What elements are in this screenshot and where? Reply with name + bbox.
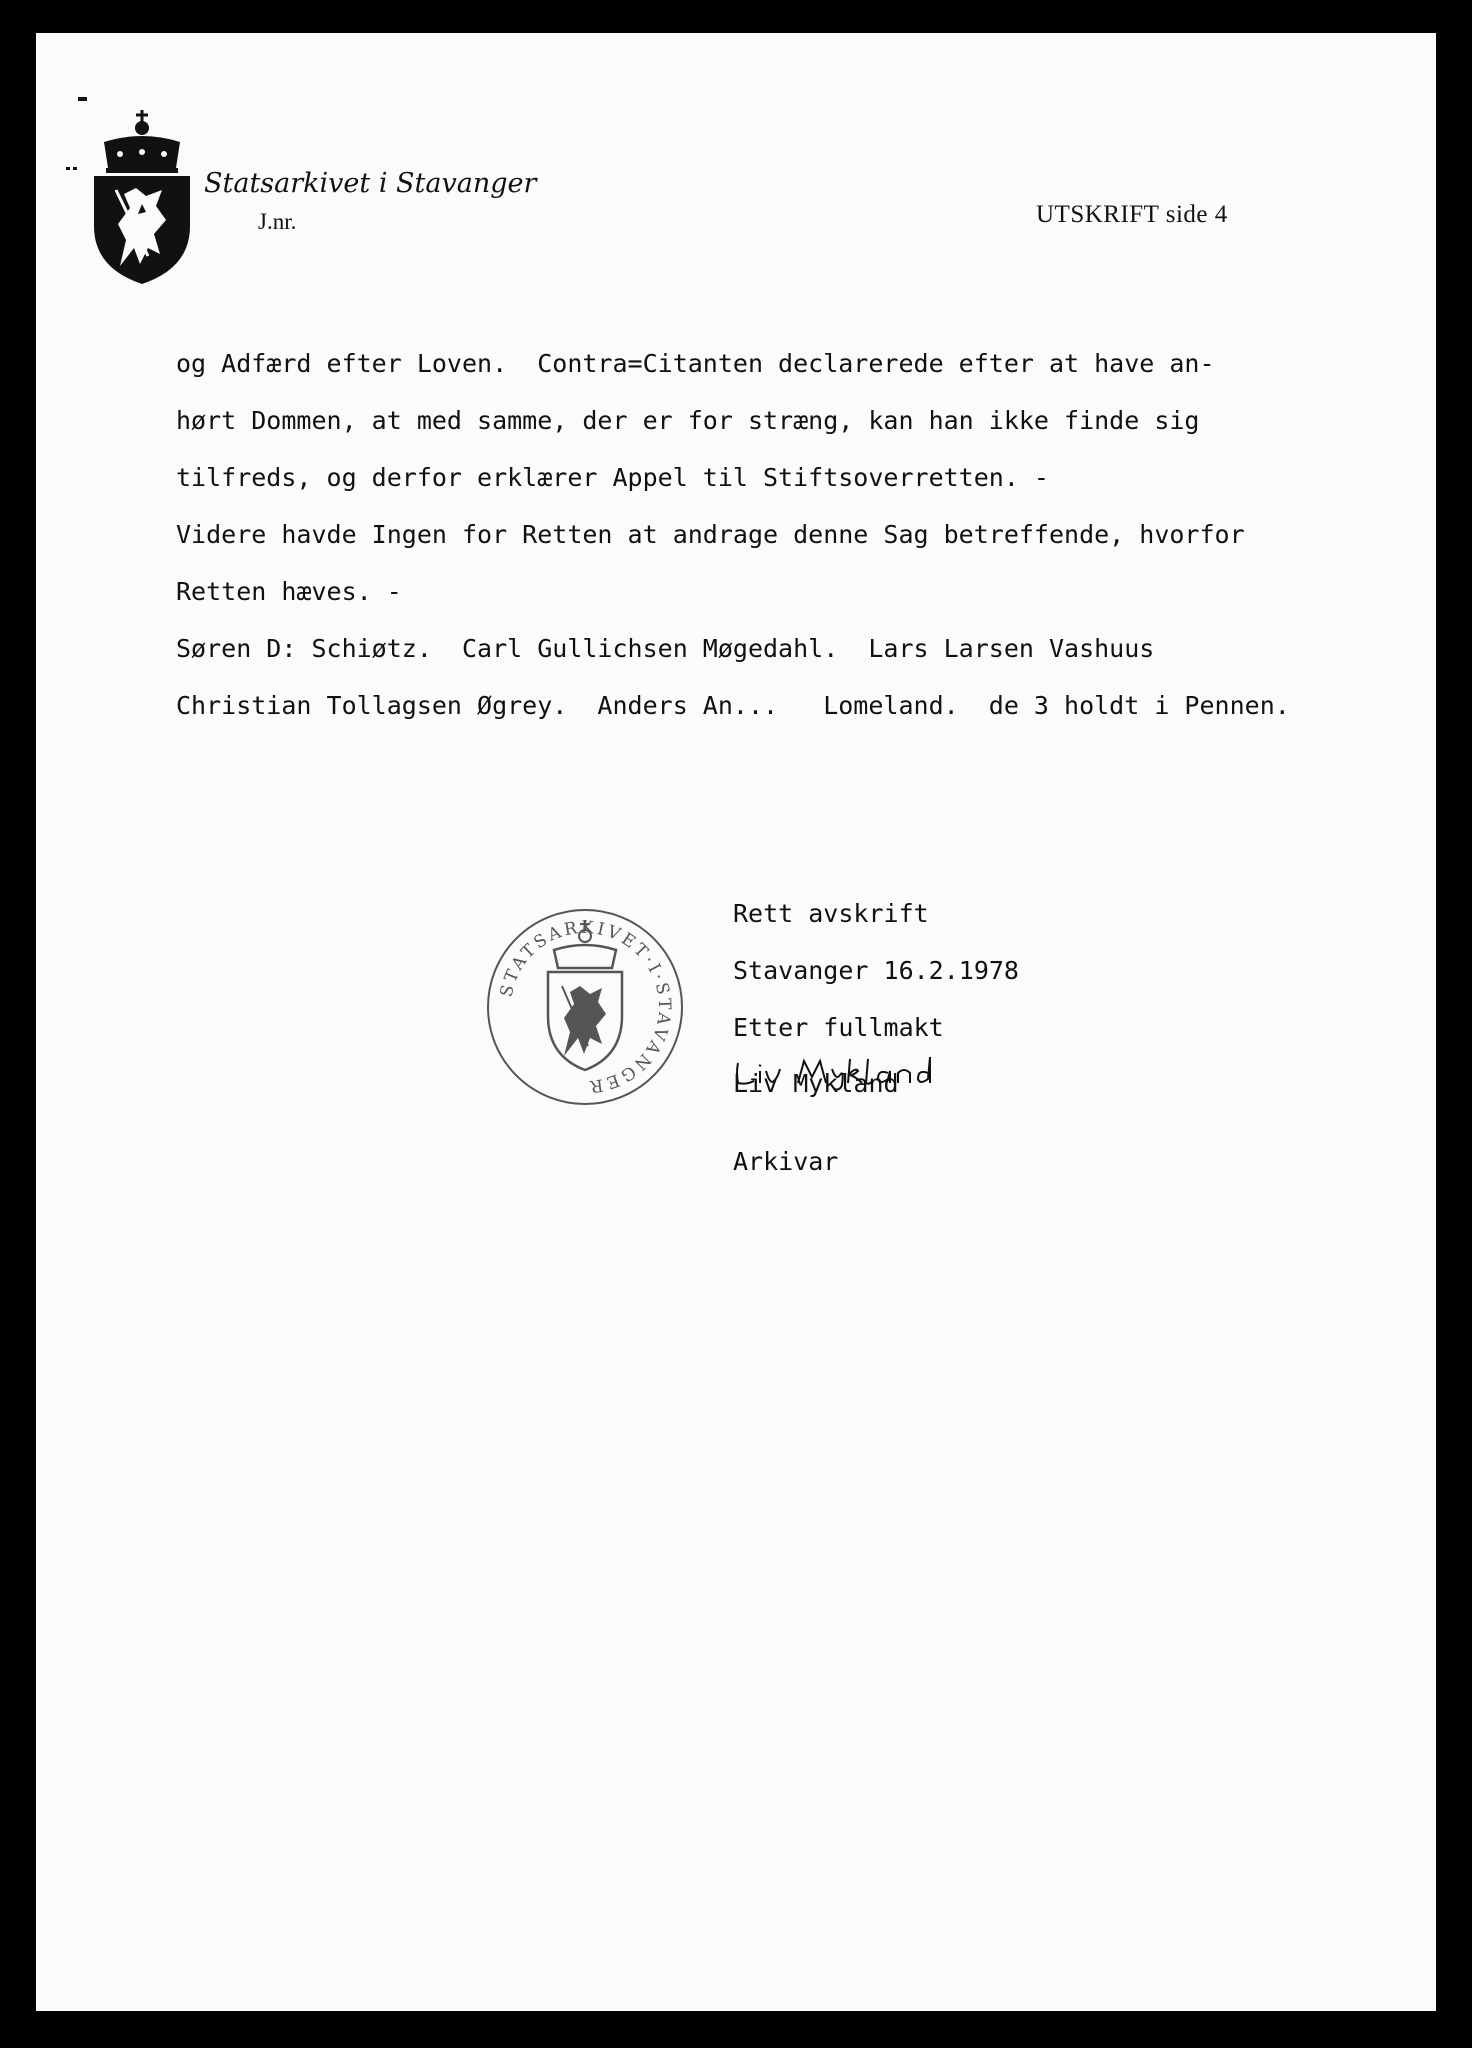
body-line: Christian Tollagsen Øgrey. Anders An... Lomeland. de 3 holdt i Pennen. bbox=[176, 691, 1290, 720]
handwritten-signature bbox=[732, 1055, 942, 1091]
corner-mark bbox=[73, 167, 77, 170]
authority-label: Etter fullmakt bbox=[733, 1013, 944, 1042]
page-reference: UTSKRIFT side 4 bbox=[1036, 201, 1228, 228]
coat-of-arms-icon bbox=[90, 108, 194, 286]
signer-title: Arkivar bbox=[733, 1147, 839, 1176]
certified-copy-label: Rett avskrift bbox=[733, 899, 929, 928]
corner-mark bbox=[78, 97, 87, 101]
body-line: tilfreds, og derfor erklærer Appel til Stiftsoverretten. - bbox=[176, 463, 1049, 492]
corner-mark bbox=[66, 167, 70, 170]
journal-number-label: J.nr. bbox=[258, 209, 297, 234]
place-date: Stavanger 16.2.1978 bbox=[733, 956, 1019, 985]
seal-text: STATSARKIVET·I·STAVANGER bbox=[496, 917, 675, 1097]
body-line: og Adfærd efter Loven. Contra=Citanten declarerede efter at have an- bbox=[176, 349, 1215, 378]
archive-seal-stamp bbox=[484, 906, 686, 1108]
institution-name: Statsarkivet i Stavanger bbox=[204, 168, 537, 199]
document-page bbox=[36, 33, 1436, 2011]
body-line: hørt Dommen, at med samme, der er for stræng, kan han ikke finde sig bbox=[176, 406, 1200, 435]
body-line: Retten hæves. - bbox=[176, 577, 402, 606]
body-line: Videre havde Ingen for Retten at andrage denne Sag betreffende, hvorfor bbox=[176, 520, 1245, 549]
signer-name: Liv Mykland bbox=[733, 1069, 899, 1098]
body-line: Søren D: Schiøtz. Carl Gullichsen Møgedahl. Lars Larsen Vashuus bbox=[176, 634, 1155, 663]
transcript-body bbox=[176, 335, 1290, 734]
